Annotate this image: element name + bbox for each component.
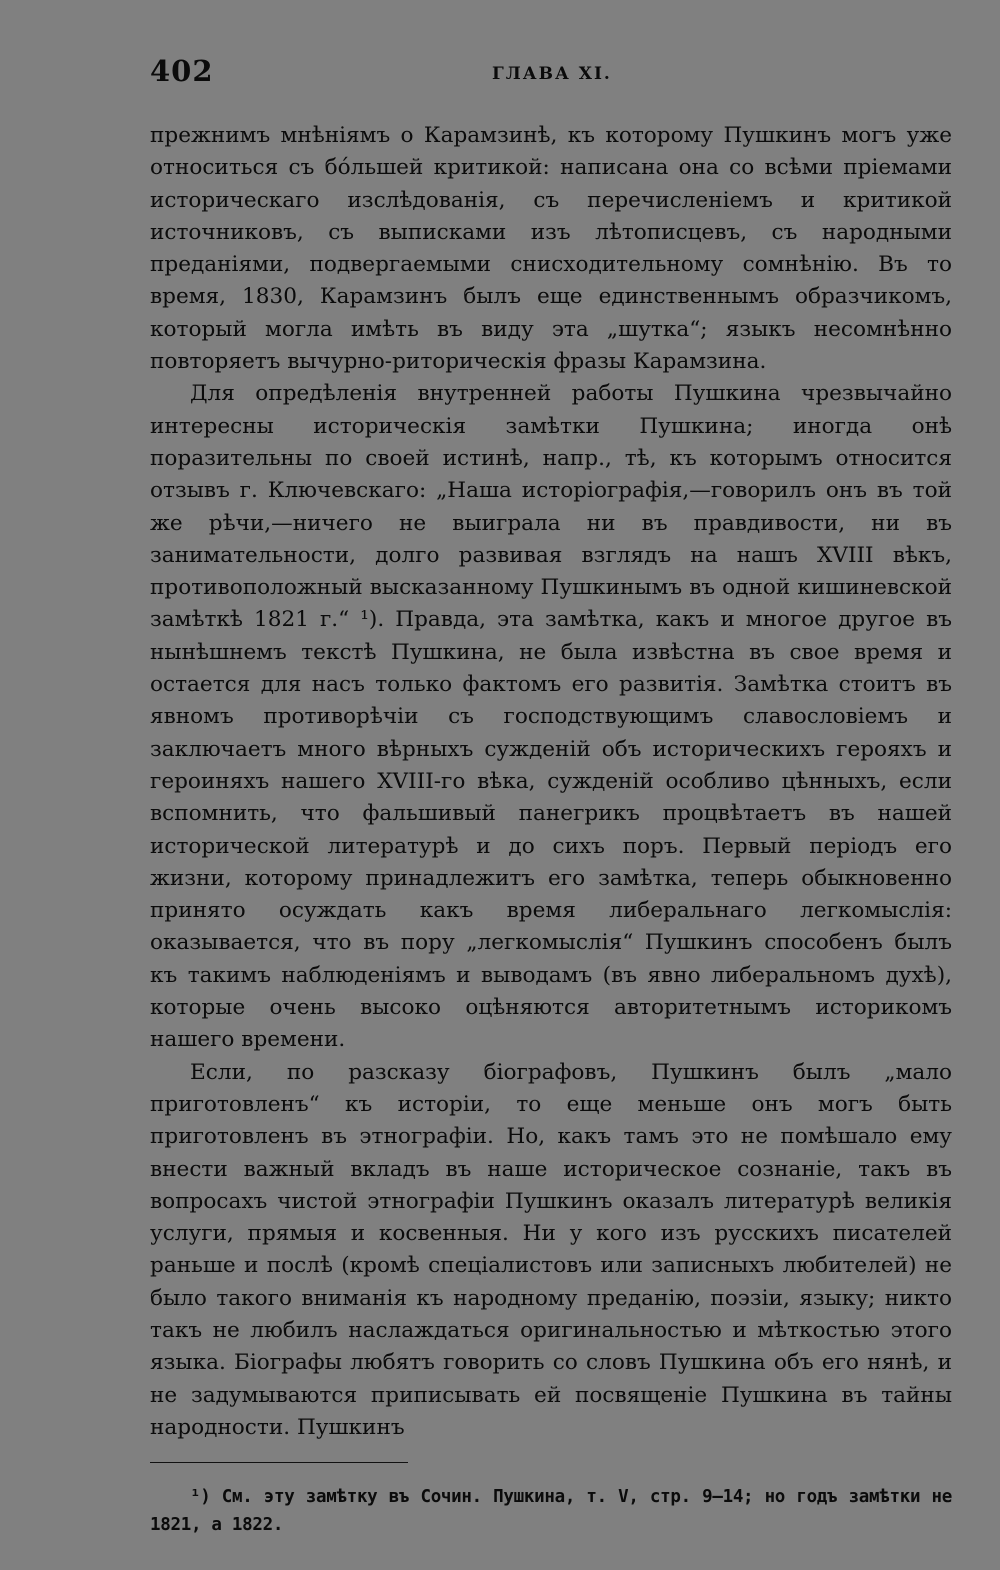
footnote: ¹) См. эту замѣтку въ Сочин. Пушкина, т. V, стр. 9—14; но годъ замѣтки не 1821, а 1822. [150, 1487, 952, 1536]
paragraph-1: прежнимъ мнѣніямъ о Карамзинѣ, къ которому Пушкинъ могъ уже относиться съ бóльшей критикой: написана она со всѣми пріемами историческаго изслѣдованія, съ перечисленіемъ и критикой источниковъ, съ выписками изъ лѣтописцевъ, съ народными преданіями, подвергаемыми снисходительному сомнѣнію. Въ то время, 1830, Карамзинъ былъ еще единственнымъ образчикомъ, который могла имѣть въ виду эта „шутка“; языкъ несомнѣнно повторяетъ вычурно-риторическія фразы Карамзина. [150, 123, 952, 375]
footnote-divider [150, 1462, 408, 1463]
body-text [150, 120, 952, 1444]
paragraph-2: Для опредѣленія внутренней работы Пушкина чрезвычайно интересны историческія замѣтки Пушкина; иногда онѣ поразительны по своей истинѣ, напр., тѣ, къ которымъ относится отзывъ г. Ключевскаго: „Наша исторіографія,—говорилъ онъ въ той же рѣчи,—ничего не выиграла ни въ правдивости, ни въ занимательности, долго развивая взглядъ на нашъ XVIII вѣкъ, противоположный высказанному Пушкинымъ въ одной кишиневской замѣткѣ 1821 г.“ ¹). Правда, эта замѣтка, какъ и многое другое въ нынѣшнемъ текстѣ Пушкина, не была извѣстна въ свое время и остается для насъ только фактомъ его развитія. Замѣтка стоитъ въ явномъ противорѣчіи съ господствующимъ славословіемъ и заключаетъ много вѣрныхъ сужденій объ историческихъ герояхъ и героиняхъ нашего XVIII-го вѣка, сужденій особливо цѣнныхъ, если вспомнить, что фальшивый панегрикъ процвѣтаетъ въ нашей исторической литературѣ и до сихъ поръ. Первый періодъ его жизни, которому принадлежитъ его замѣтка, теперь обыкновенно принято осуждать какъ время либеральнаго легкомыслія: оказывается, что въ пору „легкомыслія“ Пушкинъ способенъ былъ къ такимъ наблюденіямъ и выводамъ (въ явно либеральномъ духѣ), которые очень высоко оцѣняются авторитетнымъ историкомъ нашего времени. [150, 381, 952, 1053]
paragraph-3: Если, по разсказу біографовъ, Пушкинъ былъ „мало приготовленъ“ къ исторіи, то еще меньше онъ могъ быть приготовленъ въ этнографіи. Но, какъ тамъ это не помѣшало ему внести важный вкладъ въ наше историческое сознаніе, такъ въ вопросахъ чистой этнографіи Пушкинъ оказалъ литературѣ великія услуги, прямыя и косвенныя. Ни у кого изъ русскихъ писателей раньше и послѣ (кромѣ спеціалистовъ или записныхъ любителей) не было такого вниманія къ народному преданію, поэзіи, языку; никто такъ не любилъ наслаждаться оригинальностью и мѣткостью этого языка. Біографы любятъ говорить со словъ Пушкина объ его нянѣ, и не задумываются приписывать ей посвященіе Пушкина въ тайны народности. Пушкинъ [150, 1059, 952, 1440]
running-head [150, 54, 952, 94]
chapter-title: ГЛАВА XI. [492, 64, 612, 84]
page-number: 402 [150, 54, 214, 88]
book-page [150, 54, 952, 1557]
